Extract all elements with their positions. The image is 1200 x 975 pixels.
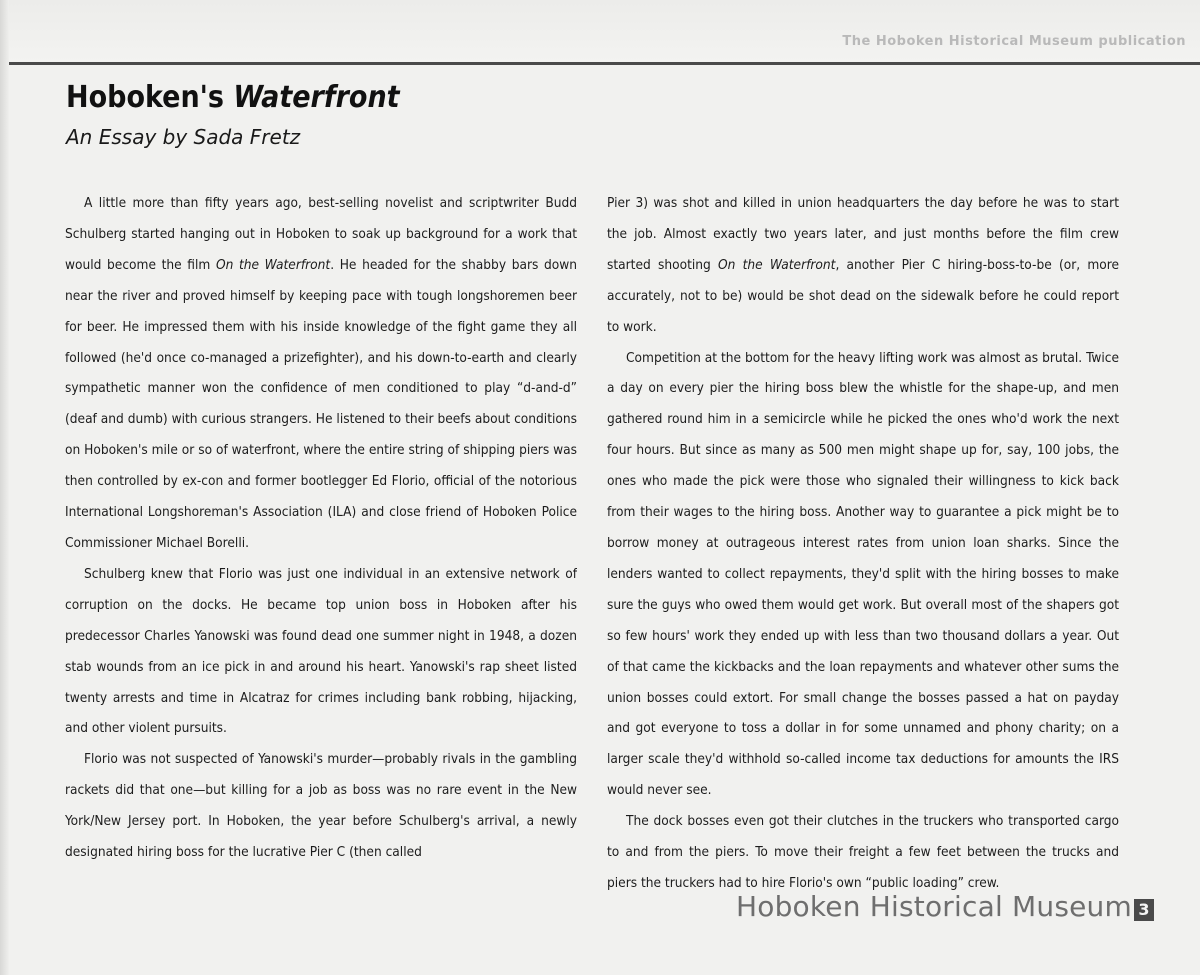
text-column-left — [65, 188, 577, 908]
title-prefix: Hoboken's — [66, 80, 234, 115]
text-column-right — [607, 188, 1119, 908]
paragraph-text: Pier 3) was shot and killed in union headquarters the day before he was to start the job. Almost exactly two years later, and just months before the film crew started shooting — [607, 195, 1119, 273]
paragraph — [65, 188, 577, 559]
running-head: The Hoboken Historical Museum publication — [842, 34, 1186, 49]
article-title — [66, 80, 400, 115]
paragraph-text: . He headed for the shabby bars down near the river and proved himself by keeping pace with tough longshoremen beer for beer. He impressed them with his inside knowledge of the fight game they all followed (he'd once co-managed a prizefighter), and his down-to-earth and clearly sympathetic manner won the confidence of men conditioned to play “d-and-d” (deaf and dumb) with curious strangers. He listened to their beefs about conditions on Hoboken's mile or so of waterfront, where the entire string of shipping piers was then controlled by ex-con and former bootlegger Ed Florio, official of the notorious International Longshoreman's Association (ILA) and close friend of Hoboken Police Commissioner Michael Borelli. — [65, 256, 577, 551]
paragraph: Florio was not suspected of Yanowski's murder—probably rivals in the gambling rackets did that one—but killing for a job as boss was no rare event in the New York/New Jersey port. In Hoboken, the year before Schulberg's arrival, a newly designated hiring boss for the lucrative Pier C (then called — [65, 751, 577, 861]
film-title: On the Waterfront — [215, 256, 331, 273]
page-number: 3 — [1134, 899, 1154, 921]
page-header-band — [0, 0, 1200, 62]
museum-watermark: Hoboken Historical Museum — [736, 890, 1132, 923]
paragraph: The dock bosses even got their clutches in the truckers who transported cargo to and from the piers. To move their freight a few feet between the trucks and piers the truckers had to hire Florio's own “public loading” crew. — [607, 813, 1119, 891]
header-rule — [8, 62, 1200, 65]
paragraph-text: A little more than fifty years ago, best-selling novelist and scriptwriter Budd Schulberg started hanging out in Hoboken to soak up background for a work that would become the film — [65, 195, 577, 273]
title-italic: Waterfront — [233, 80, 400, 115]
binding-edge — [0, 0, 9, 975]
paragraph-text: , another Pier C hiring-boss-to-be (or, more accurately, not to be) would be shot dead on the sidewalk before he could report to work. — [607, 256, 1119, 335]
paragraph: Schulberg knew that Florio was just one individual in an extensive network of corruption on the docks. He became top union boss in Hoboken after his predecessor Charles Yanowski was found dead one summer night in 1948, a dozen stab wounds from an ice pick in and around his heart. Yanowski's rap sheet listed twenty arrests and time in Alcatraz for crimes including bank robbing, hijacking, and other violent pursuits. — [65, 565, 577, 737]
article-byline: An Essay by Sada Fretz — [66, 125, 301, 149]
paragraph: Competition at the bottom for the heavy lifting work was almost as brutal. Twice a day on every pier the hiring boss blew the whistle for the shape-up, and men gathered round him in a semicircle while he picked the ones who'd work the next four hours. But since as many as 500 men might shape up for, say, 100 jobs, the ones who made the pick were those who signaled their willingness to kick back from their wages to the hiring boss. Another way to guarantee a pick might be to borrow money at outrageous interest rates from union loan sharks. Since the lenders wanted to collect repayments, they'd split with the hiring bosses to make sure the guys who owed them would get work. But overall most of the shapers got so few hours' work they ended up with less than two thousand dollars a year. Out of that came the kickbacks and the loan repayments and whatever other sums the union bosses could extort. For small change the bosses passed a hat on payday and got everyone to toss a dollar in for some unnamed and phony charity; on a larger scale they'd withhold so-called income tax deductions for amounts the IRS would never see. — [607, 349, 1119, 799]
film-title: On the Waterfront — [718, 256, 836, 273]
paragraph — [607, 188, 1119, 343]
